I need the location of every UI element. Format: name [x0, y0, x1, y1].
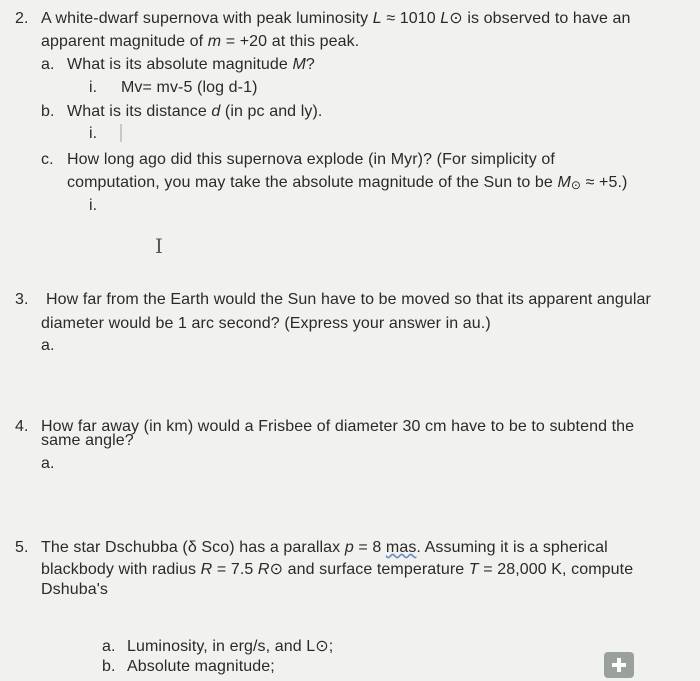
q5-line-3: Dshuba's [41, 581, 109, 598]
q2b-text: What is its distance d (in pc and ly). [67, 103, 323, 120]
q4a-label: a. [41, 455, 55, 472]
q5a-text: Luminosity, in erg/s, and L⊙; [127, 638, 334, 655]
q2a-i-answer[interactable]: Mv= mv-5 (log d-1) [121, 79, 258, 96]
q3a-label: a. [41, 337, 55, 354]
q2-line-1: A white-dwarf supernova with peak luminosity L ≈ 1010 L⊙ is observed to have an [41, 10, 631, 27]
q2a-i-label: i. [89, 79, 98, 96]
q2-line-2: apparent magnitude of m = +20 at this peak. [41, 33, 360, 50]
q4-line-2: same angle? [41, 432, 134, 449]
q2b-label: b. [41, 103, 55, 120]
ibeam-cursor-icon: I [155, 234, 163, 258]
q2c-line-1: How long ago did this supernova explode (in Myr)? (For simplicity of [67, 151, 555, 168]
q2-number: 2. [15, 10, 29, 27]
q3-line-2: diameter would be 1 arc second? (Express your answer in au.) [41, 315, 491, 332]
q2c-label: c. [41, 151, 54, 168]
q2c-line-2: computation, you may take the absolute magnitude of the Sun to be M⊙ ≈ +5.) [67, 174, 628, 192]
q4-line-1: How far away (in km) would a Frisbee of diameter 30 cm have to be to subtend the [41, 418, 635, 435]
q5b-text: Absolute magnitude; [127, 658, 275, 675]
q5a-label: a. [102, 638, 116, 655]
q5-line-1: The star Dschubba (δ Sco) has a parallax p = 8 mas. Assuming it is a spherical [41, 539, 608, 556]
q4-number: 4. [15, 418, 29, 435]
plus-icon [611, 657, 627, 673]
q2c-i-label: i. [89, 197, 98, 214]
q2a-label: a. [41, 56, 55, 73]
text-cursor [120, 124, 122, 142]
q5-number: 5. [15, 539, 29, 556]
q3-number: 3. [15, 291, 29, 308]
q2b-i-label: i. [89, 125, 98, 142]
q5-line-2: blackbody with radius R = 7.5 R⊙ and surface temperature T = 28,000 K, compute [41, 561, 634, 578]
q3-line-1: How far from the Earth would the Sun have to be moved so that its apparent angular [46, 291, 651, 308]
q2a-text: What is its absolute magnitude M? [67, 56, 315, 73]
add-button[interactable] [604, 652, 634, 678]
q5b-label: b. [102, 658, 116, 675]
